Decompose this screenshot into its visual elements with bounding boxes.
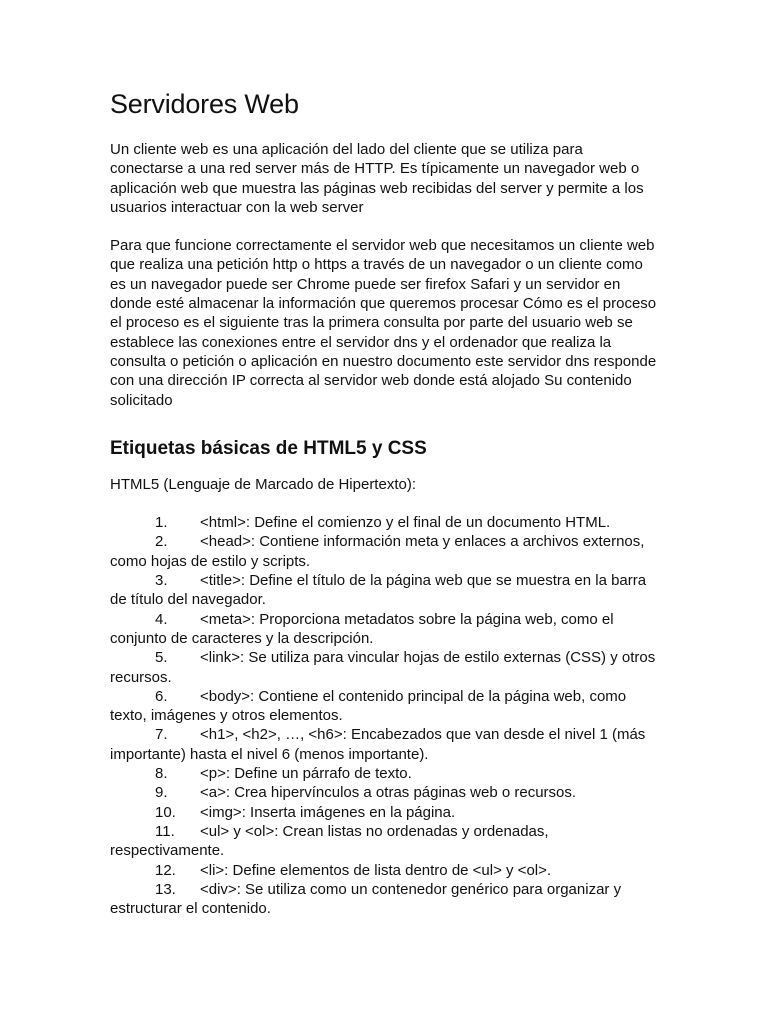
list-item-text: <h1>, <h2>, …, <h6>: Encabezados que van desde el nivel 1 (más importante) hasta el nivel 6 (menos importante). <box>110 726 646 763</box>
list-item <box>110 803 660 822</box>
list-item-text: <body>: Contiene el contenido principal de la página web, como texto, imágenes y otros elementos. <box>110 687 627 725</box>
list-item <box>110 880 660 919</box>
document-title: Servidores Web <box>110 89 299 119</box>
list-item <box>110 861 660 880</box>
list-item <box>110 532 660 571</box>
list-item <box>110 764 660 783</box>
list-item-text: <a>: Crea hipervínculos a otras páginas web o recursos. <box>200 784 577 802</box>
list-intro: HTML5 (Lenguaje de Marcado de Hipertexto): <box>110 475 416 493</box>
list-item-text: <img>: Inserta imágenes en la página. <box>200 803 456 821</box>
list-item-number: 11. <box>155 822 175 840</box>
list-item-text: <li>: Define elementos de lista dentro de <ul> y <ol>. <box>200 861 552 879</box>
list-item-text: <div>: Se utiliza como un contenedor genérico para organizar y estructurar el contenido. <box>110 880 622 918</box>
list-item-number: 10. <box>155 803 176 821</box>
list-item-text: <title>: Define el título de la página web que se muestra en la barra de título del navegador. <box>110 572 647 609</box>
list-item-number: 5. <box>155 649 168 667</box>
list-item-number: 7. <box>155 726 168 744</box>
tag-list <box>110 513 660 918</box>
list-item-text: <head>: Contiene información meta y enlaces a archivos externos, como hojas de estilo y scripts. <box>110 533 645 570</box>
list-item-number: 3. <box>155 572 168 590</box>
list-item <box>110 725 660 764</box>
list-item-number: 4. <box>155 610 168 628</box>
list-item <box>110 783 660 802</box>
list-item <box>110 687 660 726</box>
paragraph-web-server-process: Para que funcione correctamente el servidor web que necesitamos un cliente web que realiza una petición http o https a través de un navegador o un cliente como es un navegador puede ser Chrome puede ser firefox Safari y un servidor en donde esté almacenar la información que queremos procesar Cómo es el proceso el proceso es el siguiente tras la primera consulta por parte del usuario web se establece las conexiones entre el servidor dns y el ordenador que realiza la consulta o petición o aplicación en nuestro documento este servidor dns responde con una dirección IP correcta al servidor web donde está alojado Su contenido solicitado <box>110 237 657 409</box>
list-item-number: 2. <box>155 533 168 551</box>
document-page <box>110 86 660 918</box>
list-item-number: 8. <box>155 765 168 783</box>
list-item-text: <ul> y <ol>: Crean listas no ordenadas y ordenadas, respectivamente. <box>110 822 549 860</box>
list-item <box>110 610 660 649</box>
list-item-number: 9. <box>155 784 168 802</box>
list-item-number: 13. <box>155 880 176 898</box>
list-item-text: <html>: Define el comienzo y el final de un documento HTML. <box>200 514 611 532</box>
list-item-text: <meta>: Proporciona metadatos sobre la página web, como el conjunto de caracteres y la descripción. <box>110 610 614 647</box>
list-item-number: 6. <box>155 687 168 705</box>
list-item-number: 1. <box>155 514 168 532</box>
list-item <box>110 513 660 532</box>
list-item <box>110 648 660 687</box>
section-heading: Etiquetas básicas de HTML5 y CSS <box>110 437 427 459</box>
list-item-number: 12. <box>155 861 176 879</box>
list-item-text: <link>: Se utiliza para vincular hojas de estilo externas (CSS) y otros recursos. <box>110 649 656 686</box>
paragraph-web-client: Un cliente web es una aplicación del lado del cliente que se utiliza para conectarse a una red server más de HTTP. Es típicamente un navegador web o aplicación web que muestra las páginas web recibidas del server y permite a los usuarios interactuar con la web server <box>110 141 644 216</box>
list-item <box>110 822 660 861</box>
list-item <box>110 571 660 610</box>
list-item-text: <p>: Define un párrafo de texto. <box>200 765 412 783</box>
